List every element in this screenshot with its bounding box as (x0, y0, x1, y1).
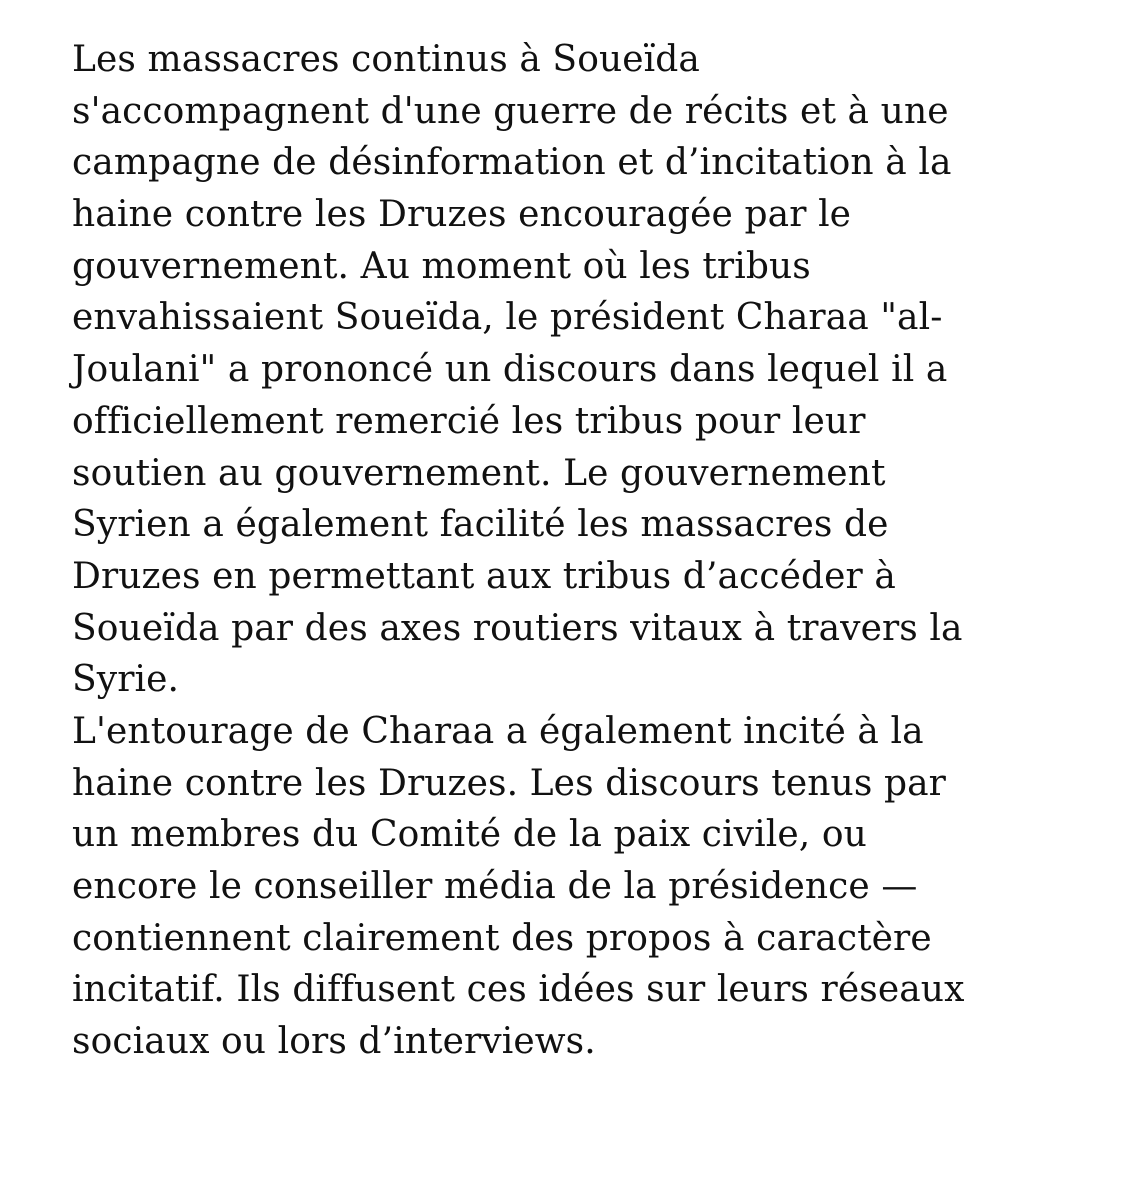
text-line: Soueïda par des axes routiers vitaux à travers la (72, 607, 963, 649)
text-line: L'entourage de Charaa a également incité à la (72, 710, 924, 752)
paragraph-1 (72, 34, 1072, 706)
text-line: Les massacres continus à Soueïda (72, 39, 700, 80)
text-line: Joulani" a prononcé un discours dans lequel il a (72, 349, 948, 391)
text-line: contiennent clairement des propos à caractère (72, 917, 932, 959)
text-line: s'accompagnent d'une guerre de récits et à une (72, 90, 949, 132)
text-line: officiellement remercié les tribus pour leur (72, 400, 866, 442)
text-line: sociaux ou lors d’interviews. (72, 1021, 596, 1063)
text-line: haine contre les Druzes. Les discours tenus par (72, 762, 946, 804)
paragraph-2 (72, 706, 1072, 1068)
text-line: encore le conseiller média de la présidence — (72, 866, 918, 907)
text-line: envahissaient Soueïda, le président Charaa "al- (72, 297, 943, 339)
text-line: un membres du Comité de la paix civile, ou (72, 814, 867, 856)
text-line: soutien au gouvernement. Le gouvernement (72, 452, 886, 494)
text-line: Syrie. (72, 659, 180, 701)
text-line: gouvernement. Au moment où les tribus (72, 245, 811, 287)
document-body (72, 34, 1072, 1068)
text-line: haine contre les Druzes encouragée par le (72, 194, 852, 236)
text-line: Druzes en permettant aux tribus d’accéder à (72, 555, 896, 597)
text-line: campagne de désinformation et d’incitation à la (72, 142, 952, 184)
text-line: incitatif. Ils diffusent ces idées sur leurs réseaux (72, 969, 965, 1011)
text-line: Syrien a également facilité les massacres de (72, 504, 889, 546)
